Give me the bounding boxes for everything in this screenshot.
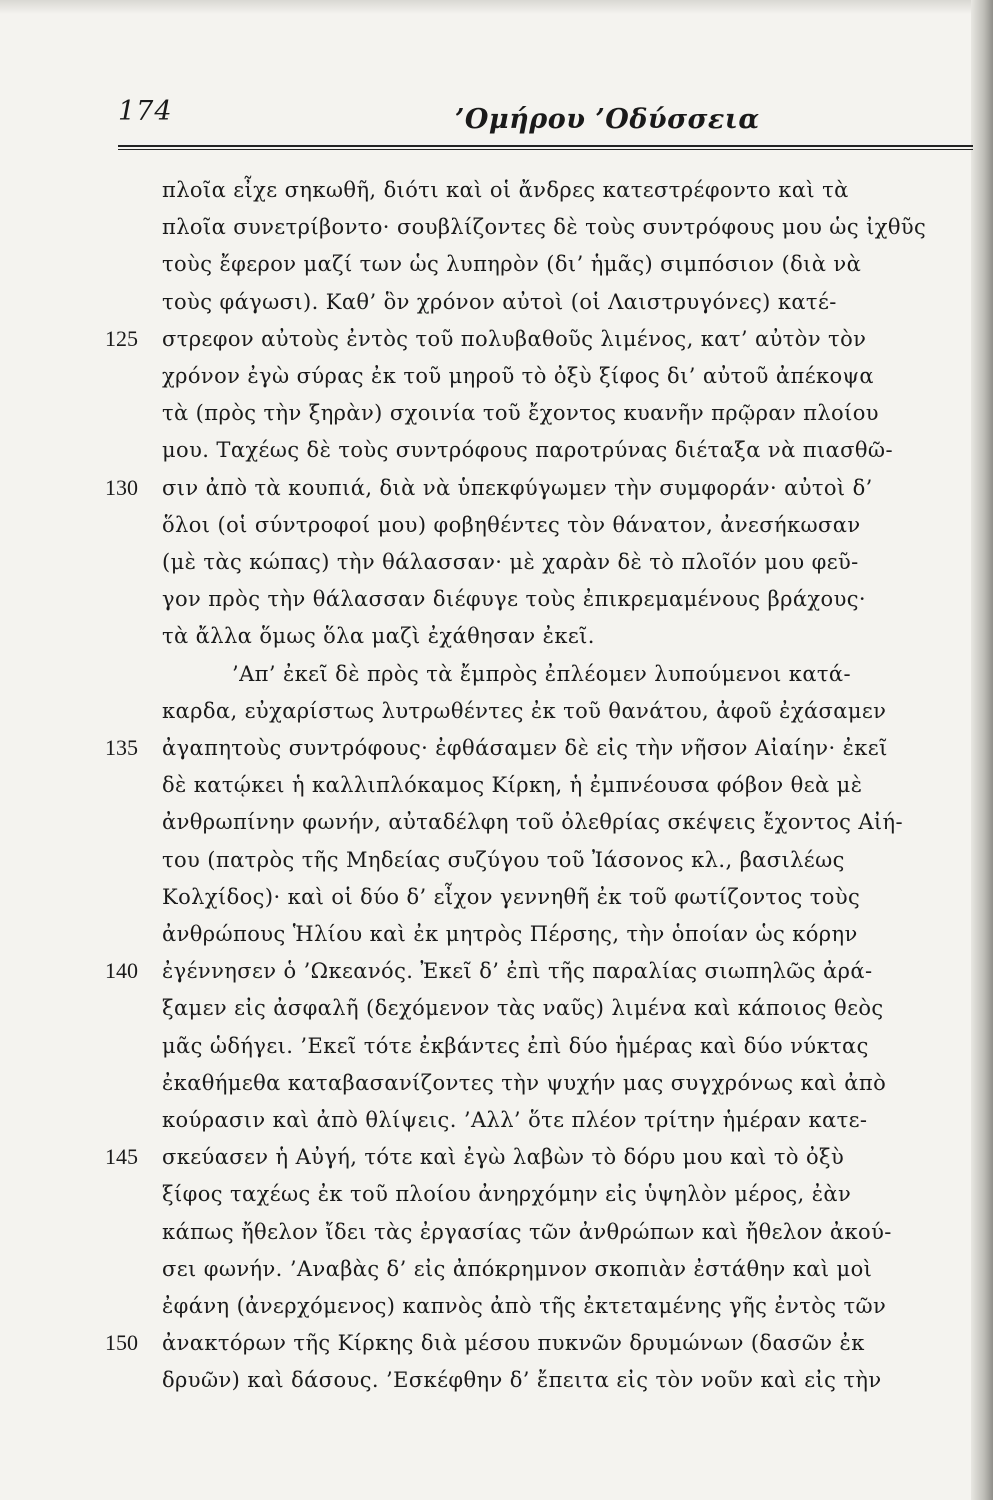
text-line: χρόνον ἐγὼ σύρας ἐκ τοῦ μηροῦ τὸ ὀξὺ ξίφος δι’ αὐτοῦ ἀπέκοψα <box>162 364 875 388</box>
text-line: σκεύασεν ἡ Αὐγή, τότε καὶ ἐγὼ λαβὼν τὸ δόρυ μου καὶ τὸ ὀξὺ <box>162 1145 845 1170</box>
header-rule <box>118 145 973 150</box>
text-line: δὲ κατῴκει ἡ καλλιπλόκαμος Κίρκη, ἡ ἐμπνέουσα φόβον θεὰ μὲ <box>162 773 863 798</box>
text-line: στρεφον αὐτοὺς ἐντὸς τοῦ πολυβαθοῦς λιμένος, κατ’ αὐτὸν τὸν <box>162 326 867 351</box>
text-line: τοὺς φάγωσι). Καθ’ ὃν χρόνον αὐτοὶ (οἱ Λαιστρυγόνες) κατέ- <box>162 289 837 314</box>
line-number: 135 <box>105 735 138 760</box>
text-line: τὰ (πρὸς τὴν ξηρὰν) σχοινία τοῦ ἔχοντος κυανῆν πρῷραν πλοίου <box>162 401 879 426</box>
text-line: ἀγαπητοὺς συντρόφους· ἐφθάσαμεν δὲ εἰς τὴν νῆσον Αἰαίην· ἐκεῖ <box>162 736 888 760</box>
text-line: ἐκαθήμεθα καταβασανίζοντες τὴν ψυχήν μας συγχρόνως καὶ ἀπὸ <box>162 1070 887 1095</box>
page-binding-edge <box>971 0 993 1500</box>
line-number: 140 <box>105 958 138 984</box>
text-line: (μὲ τὰς κώπας) τὴν θάλασσαν· μὲ χαρὰν δὲ τὸ πλοῖόν μου φεῦ- <box>162 550 859 574</box>
text-line: του (πατρὸς τῆς Μηδείας συζύγου τοῦ Ἰάσονος κλ., βασιλέως <box>162 847 845 872</box>
text-line: πλοῖα συνετρίβοντο· σουβλίζοντες δὲ τοὺς συντρόφους μου ὡς ἰχθῦς <box>162 215 927 240</box>
text-line: ἐφάνη (ἀνερχόμενος) καπνὸς ἀπὸ τῆς ἐκτεταμένης γῆς ἐντὸς τῶν <box>162 1294 887 1318</box>
text-line: τὰ ἄλλα ὅμως ὅλα μαζὶ ἐχάθησαν ἐκεῖ. <box>162 624 595 649</box>
line-number: 150 <box>105 1330 138 1356</box>
text-line: ὅλοι (οἱ σύντροφοί μου) φοβηθέντες τὸν θάνατον, ἀνεσήκωσαν <box>162 512 861 537</box>
text-line: πλοῖα εἶχε σηκωθῆ, διότι καὶ οἱ ἄνδρες κατεστρέφοντο καὶ τὰ <box>162 178 849 202</box>
text-line: ἀνθρώπους Ἡλίου καὶ ἐκ μητρὸς Πέρσης, τὴν ὁποίαν ὡς κόρην <box>162 922 858 946</box>
running-title: ’Ομήρου ’Οδύσσεια <box>455 104 760 135</box>
text-line: κάπως ἤθελον ἴδει τὰς ἐργασίας τῶν ἀνθρώπων καὶ ἤθελον ἀκού- <box>162 1219 892 1244</box>
text-line: δρυῶν) καὶ δάσους. ’Εσκέφθην δ’ ἔπειτα εἰς τὸν νοῦν καὶ εἰς τὴν <box>162 1368 882 1393</box>
text-line: ξαμεν εἰς ἀσφαλῆ (δεχόμενον τὰς ναῦς) λιμένα καὶ κάποιος θεὸς <box>162 996 884 1021</box>
text-line: ’Απ’ ἐκεῖ δὲ πρὸς τὰ ἔμπρὸς ἐπλέομεν λυπούμενοι κατά- <box>232 661 852 686</box>
line-number: 125 <box>105 325 138 351</box>
text-line: ἀνακτόρων τῆς Κίρκης διὰ μέσου πυκνῶν δρυμώνων (δασῶν ἐκ <box>162 1331 865 1356</box>
text-line: τοὺς ἔφερον μαζί των ὡς λυπηρὸν (δι’ ἡμᾶς) σιμπόσιον (διὰ νὰ <box>162 252 862 277</box>
text-line: καρδα, εὐχαρίστως λυτρωθέντες ἐκ τοῦ θανάτου, ἀφοῦ ἐχάσαμεν <box>162 698 887 723</box>
text-line: κούρασιν καὶ ἀπὸ θλίψεις. ’Αλλ’ ὅτε πλέον τρίτην ἡμέραν κατε- <box>162 1108 868 1132</box>
text-line: ξίφος ταχέως ἐκ τοῦ πλοίου ἀνηρχόμην εἰς ὑψηλὸν μέρος, ἐὰν <box>162 1182 852 1207</box>
text-line: γον πρὸς τὴν θάλασσαν διέφυγε τοὺς ἐπικρεμαμένους βράχους· <box>162 587 866 612</box>
line-number: 130 <box>105 474 138 500</box>
line-number: 145 <box>105 1144 138 1170</box>
text-line: Κολχίδος)· καὶ οἱ δύο δ’ εἶχον γεννηθῆ ἐκ τοῦ φωτίζοντος τοὺς <box>162 884 861 909</box>
text-line: μου. Ταχέως δὲ τοὺς συντρόφους παροτρύνας διέταξα νὰ πιασθῶ- <box>162 438 893 463</box>
text-line: μᾶς ὡδήγει. ’Εκεῖ τότε ἐκβάντες ἐπὶ δύο ἡμέρας καὶ δύο νύκτας <box>162 1033 869 1058</box>
page-top-edge <box>0 0 993 14</box>
text-line: σει φωνήν. ’Αναβὰς δ’ εἰς ἀπόκρημνον σκοπιὰν ἐστάθην καὶ μοὶ <box>162 1256 873 1281</box>
text-line: ἐγέννησεν ὁ ’Ωκεανός. Ἐκεῖ δ’ ἐπὶ τῆς παραλίας σιωπηλῶς ἀρά- <box>162 959 873 984</box>
text-line: σιν ἀπὸ τὰ κουπιά, διὰ νὰ ὑπεκφύγωμεν τὴν συμφοράν· αὐτοὶ δ’ <box>162 475 873 500</box>
page-number: 174 <box>118 96 173 127</box>
text-line: ἀνθρωπίνην φωνήν, αὐταδέλφη τοῦ ὀλεθρίας σκέψεις ἔχοντος Αἰή- <box>162 810 904 835</box>
